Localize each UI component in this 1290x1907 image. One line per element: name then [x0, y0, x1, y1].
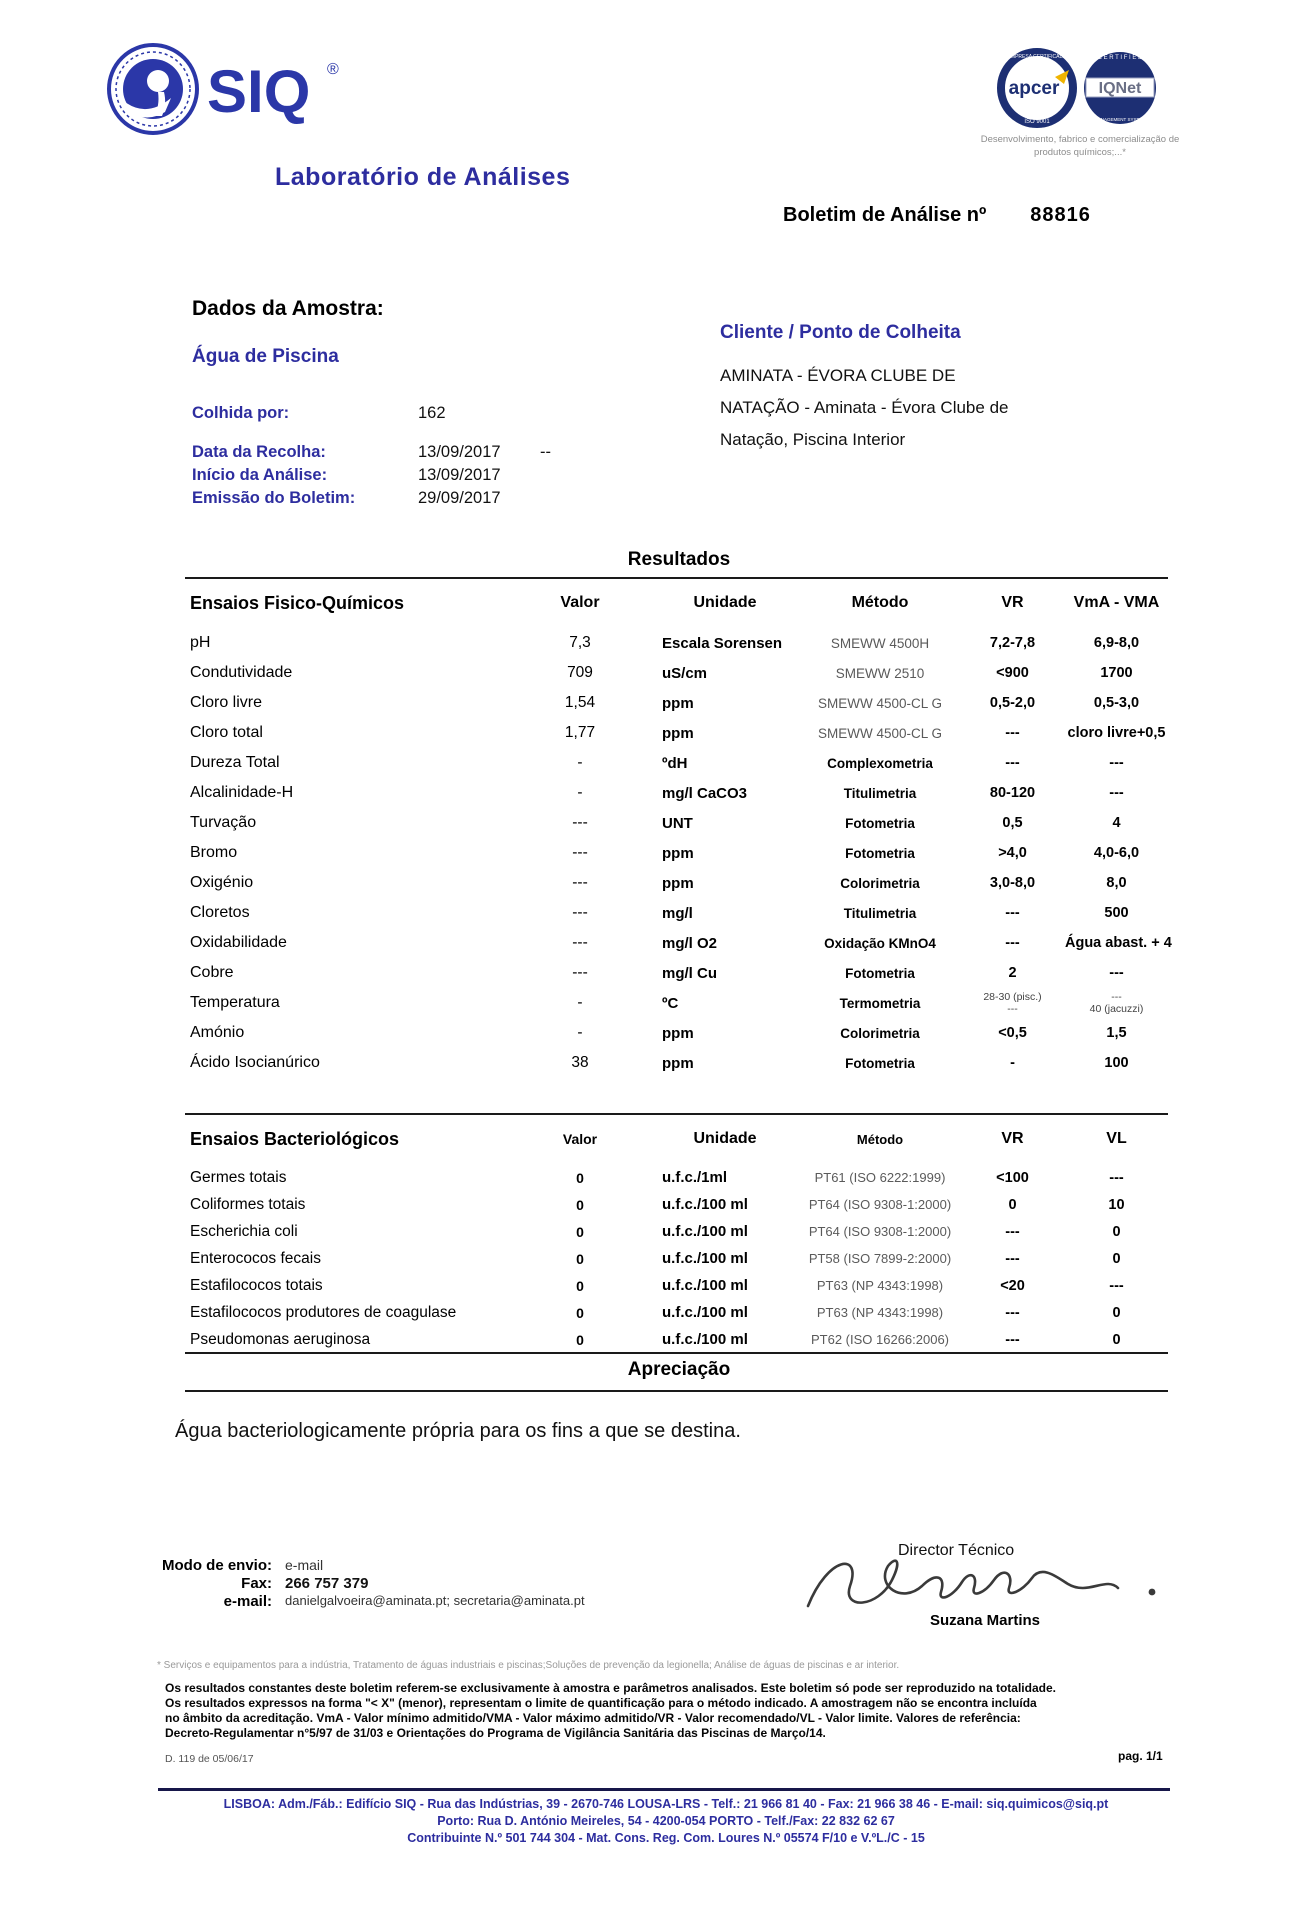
cell-vl: 0: [1112, 1250, 1121, 1267]
cell-vr: 28-30 (pisc.) ---: [983, 991, 1042, 1015]
table-header-row: [190, 586, 1168, 620]
cell-metodo: PT64 (ISO 9308-1:2000): [808, 1197, 952, 1212]
cell-vl: ---: [1109, 1277, 1124, 1294]
field-value: 13/09/2017: [418, 466, 501, 484]
sample-field-row: [192, 443, 752, 465]
cell-vl: ---: [1109, 1169, 1124, 1186]
cell-name: Enterococos fecais: [190, 1249, 321, 1267]
cell-metodo: Fotometria: [845, 815, 915, 831]
page-number: pag. 1/1: [1118, 1749, 1163, 1763]
cell-metodo: PT63 (NP 4343:1998): [816, 1305, 944, 1320]
cell-vma: --- 40 (jacuzzi): [1089, 991, 1144, 1015]
cell-valor: 0: [576, 1277, 584, 1294]
cell-name: Amónio: [190, 1024, 245, 1041]
field-label: Data da Recolha:: [192, 443, 326, 461]
cell-name: Oxidabilidade: [190, 934, 287, 951]
cell-name: Dureza Total: [190, 754, 280, 771]
cell-name: Cloro total: [190, 724, 263, 741]
cell-unidade: mg/l O2: [662, 934, 718, 952]
field-value: 162: [418, 404, 446, 422]
cell-name: Pseudomonas aeruginosa: [190, 1330, 371, 1348]
cell-unidade: mg/l: [662, 904, 693, 922]
cell-unidade: u.f.c./100 ml: [662, 1331, 748, 1348]
cell-valor: -: [577, 994, 583, 1011]
table-row: [190, 838, 1168, 868]
svg-text:EMPRESA CERTIFICADA: EMPRESA CERTIFICADA: [1007, 54, 1067, 60]
cell-vr: <900: [996, 665, 1029, 681]
cert-caption-line1: Desenvolvimento, fabrico e comercialização de: [980, 134, 1180, 145]
cert-caption-line2: produtos químicos;...*: [1034, 147, 1126, 158]
iqnet-badge-icon: [1080, 45, 1160, 131]
cell-name: Oxigénio: [190, 874, 254, 891]
cell-vr: 0,5-2,0: [989, 695, 1036, 711]
cert-caption: [955, 133, 1205, 159]
cell-unidade: ppm: [662, 844, 694, 862]
cell-metodo: PT62 (ISO 16266:2006): [810, 1332, 950, 1347]
column-header: Valor: [560, 594, 600, 611]
cell-unidade: mg/l CaCO3: [662, 784, 748, 802]
apcer-badge-icon: [997, 45, 1077, 131]
cell-metodo: PT61 (ISO 6222:1999): [814, 1170, 946, 1185]
cell-metodo: Colorimetria: [840, 875, 920, 891]
dispatch-value: 266 757 379: [285, 1575, 369, 1592]
results-title: Resultados: [627, 549, 731, 570]
footer-addresses: [160, 1796, 1172, 1847]
director-role: Director Técnico: [898, 1542, 1015, 1559]
svg-text:C E R T I F I E D: C E R T I F I E D: [1097, 55, 1143, 61]
table-row: [190, 718, 1168, 748]
field-extra: --: [540, 443, 551, 461]
cell-vma: cloro livre+0,5: [1067, 725, 1166, 741]
table-row: [190, 1218, 1168, 1245]
physchem-table: [190, 586, 1172, 1078]
cell-valor: 38: [571, 1054, 589, 1071]
cell-unidade: ºC: [662, 994, 679, 1012]
cell-unidade: ppm: [662, 694, 694, 712]
cell-vr: 0,5: [1002, 815, 1023, 831]
client-line: NATAÇÃO - Aminata - Évora Clube de: [720, 398, 1009, 417]
dispatch-label: Modo de envio:: [162, 1557, 272, 1574]
cell-metodo: SMEWW 4500-CL G: [817, 695, 943, 711]
table-row: [190, 1272, 1168, 1299]
cell-metodo: Complexometria: [827, 755, 933, 771]
cell-name: Condutividade: [190, 664, 293, 681]
cell-name: Coliformes totais: [190, 1195, 306, 1213]
cell-vma: 6,9-8,0: [1093, 635, 1140, 651]
cell-unidade: uS/cm: [662, 664, 708, 682]
cell-valor: ---: [572, 964, 588, 981]
cell-valor: 0: [576, 1169, 584, 1186]
cell-unidade: u.f.c./100 ml: [662, 1277, 748, 1294]
bulletin-number-line: [783, 204, 1091, 227]
cell-vr: 7,2-7,8: [989, 635, 1036, 651]
cell-unidade: ppm: [662, 1054, 694, 1072]
cell-metodo: SMEWW 4500H: [830, 635, 930, 651]
bulletin-label: Boletim de Análise nº: [783, 204, 987, 226]
cell-vr: ---: [1005, 1331, 1020, 1348]
cell-metodo: PT64 (ISO 9308-1:2000): [808, 1224, 952, 1239]
field-label: Início da Análise:: [192, 466, 328, 484]
cell-name: Cobre: [190, 964, 234, 981]
svg-text:MANAGEMENT SYSTEM: MANAGEMENT SYSTEM: [1094, 117, 1146, 122]
cell-vr: ---: [1005, 935, 1020, 951]
cell-vma: 8,0: [1106, 875, 1127, 891]
cell-valor: ---: [572, 874, 588, 891]
cell-unidade: ppm: [662, 874, 694, 892]
bulletin-number: 88816: [1030, 204, 1091, 226]
divider-line: [185, 1352, 1168, 1354]
legal-line: Os resultados expressos na forma "< X" (menor), representam o limite de quantificação para o método indicado. A amostragem não se encontra incluída: [165, 1696, 1037, 1710]
cell-metodo: PT63 (NP 4343:1998): [816, 1278, 944, 1293]
cell-metodo: Fotometria: [845, 845, 915, 861]
cell-valor: 1,77: [564, 724, 596, 741]
document-reference: D. 119 de 05/06/17: [165, 1753, 254, 1765]
iqnet-badge: [1080, 45, 1160, 136]
cell-vr: ---: [1005, 1304, 1020, 1321]
footer-separator: [158, 1788, 1170, 1791]
appraisal-text: Água bacteriologicamente própria para os fins a que se destina.: [175, 1420, 741, 1442]
director-name: Suzana Martins: [929, 1612, 1041, 1629]
cell-vr: -: [1010, 1055, 1015, 1071]
cell-vl: 0: [1112, 1223, 1121, 1240]
cell-vma: Água abast. + 4: [1065, 935, 1172, 951]
table-row: [190, 1164, 1168, 1191]
cell-vma: ---: [1109, 755, 1124, 771]
column-header: Ensaios Bacteriológicos: [190, 1128, 400, 1149]
apcer-badge: [997, 45, 1077, 136]
cell-unidade: u.f.c./100 ml: [662, 1196, 748, 1213]
cell-metodo: SMEWW 2510: [835, 665, 925, 681]
cell-valor: -: [577, 784, 583, 801]
cell-valor: 0: [576, 1223, 584, 1240]
column-header: VL: [1106, 1130, 1127, 1147]
column-header: Método: [851, 594, 909, 611]
footer-line: LISBOA: Adm./Fáb.: Edifício SIQ - Rua das Indústrias, 39 - 2670-746 LOUSA-LRS - Telf.: 21 966 81 40 - Fax: 21 966 38 46 - E-mail: siq.quimicos@siq.pt: [223, 1797, 1109, 1811]
cell-vr: 3,0-8,0: [989, 875, 1036, 891]
cell-unidade: UNT: [662, 814, 693, 832]
legal-line: Os resultados constantes deste boletim referem-se exclusivamente à amostra e parâmetros analisados. Este boletim só pode ser reproduzido na totalidade.: [165, 1681, 1056, 1695]
cell-unidade: u.f.c./1ml: [662, 1169, 728, 1186]
divider-line: [185, 577, 1168, 579]
siq-logo-icon: [95, 40, 360, 138]
cell-metodo: Titulimetria: [843, 905, 917, 921]
divider-line: [185, 1390, 1168, 1392]
field-label: Emissão do Boletim:: [192, 489, 356, 507]
cell-vr: 80-120: [989, 785, 1036, 801]
cell-vma: 500: [1104, 905, 1129, 921]
cell-vl: 0: [1112, 1331, 1121, 1348]
svg-text:apcer: apcer: [1008, 78, 1060, 99]
cell-unidade: ppm: [662, 724, 694, 742]
column-header: VR: [1001, 594, 1024, 611]
lab-title: Laboratório de Análises: [275, 163, 571, 191]
sample-section-title: Dados da Amostra:: [192, 297, 384, 320]
footer-line: Porto: Rua D. António Meireles, 54 - 4200-054 PORTO - Telf./Fax: 22 832 62 67: [437, 1814, 895, 1828]
cell-name: Cloretos: [190, 904, 250, 921]
appraisal-title: Apreciação: [627, 1359, 731, 1380]
dispatch-row: [100, 1593, 860, 1611]
cell-vr: 0: [1008, 1196, 1017, 1213]
cell-vma: 4: [1112, 815, 1121, 831]
cell-vr: ---: [1005, 1250, 1020, 1267]
field-value: 13/09/2017: [418, 443, 501, 461]
cell-vma: 1700: [1100, 665, 1133, 681]
table-row: [190, 898, 1168, 928]
table-row: [190, 1048, 1168, 1078]
column-header: Valor: [562, 1131, 598, 1147]
dispatch-value: danielgalvoeira@aminata.pt; secretaria@aminata.pt: [285, 1593, 585, 1608]
cell-valor: 0: [576, 1331, 584, 1348]
dispatch-label: Fax:: [241, 1575, 272, 1592]
column-header: VR: [1001, 1130, 1024, 1147]
svg-text:IQNet: IQNet: [1098, 80, 1142, 97]
cell-vr: <100: [996, 1169, 1029, 1186]
handwritten-signature-icon: [800, 1548, 1170, 1618]
cell-name: Ácido Isocianúrico: [190, 1054, 320, 1071]
legal-notes: [165, 1681, 1180, 1741]
field-value: 29/09/2017: [418, 489, 501, 507]
cell-unidade: u.f.c./100 ml: [662, 1223, 748, 1240]
cell-unidade: Escala Sorensen: [662, 634, 783, 652]
cell-vr: <20: [1000, 1277, 1025, 1294]
table-row: [190, 988, 1168, 1018]
cell-vma: 1,5: [1106, 1025, 1127, 1041]
sample-type: Água de Piscina: [192, 346, 339, 367]
cell-vma: 4,0-6,0: [1093, 845, 1140, 861]
cell-vl: 10: [1108, 1196, 1125, 1213]
cell-valor: 0: [576, 1304, 584, 1321]
cell-metodo: PT58 (ISO 7899-2:2000): [808, 1251, 952, 1266]
cell-valor: 709: [567, 664, 593, 681]
cell-unidade: u.f.c./100 ml: [662, 1304, 748, 1321]
footer-line: Contribuinte N.º 501 744 304 - Mat. Cons. Reg. Com. Loures N.º 05574 F/10 e V.ºL./C - 15: [407, 1831, 925, 1845]
client-line: Natação, Piscina Interior: [720, 430, 906, 449]
cell-vma: 100: [1104, 1055, 1129, 1071]
table-row: [190, 658, 1168, 688]
cell-valor: 0: [576, 1196, 584, 1213]
table-row: [190, 928, 1172, 958]
cell-name: Escherichia coli: [190, 1222, 298, 1240]
cell-name: Turvação: [190, 814, 257, 831]
column-header: Unidade: [693, 594, 757, 611]
cell-vr: <0,5: [998, 1025, 1027, 1041]
cell-valor: ---: [572, 934, 588, 951]
cell-metodo: Titulimetria: [843, 785, 917, 801]
column-header: Ensaios Fisico-Químicos: [190, 592, 405, 613]
cell-metodo: Fotometria: [845, 965, 915, 981]
cell-vr: ---: [1005, 905, 1020, 921]
column-header: VmA - VMA: [1073, 594, 1160, 611]
cell-valor: ---: [572, 844, 588, 861]
cell-name: Bromo: [190, 844, 238, 861]
cell-name: Estafilococos totais: [190, 1276, 323, 1294]
cell-name: Cloro livre: [190, 694, 263, 711]
table-row: [190, 748, 1168, 778]
dispatch-row: [100, 1557, 860, 1575]
sample-field-row: [192, 466, 752, 488]
cell-vma: ---: [1109, 785, 1124, 801]
cell-valor: 0: [576, 1250, 584, 1267]
column-header: Unidade: [693, 1130, 757, 1147]
client-address: [720, 360, 1140, 456]
cell-vr: 2: [1008, 965, 1017, 981]
table-row: [190, 778, 1168, 808]
table-row: [190, 1326, 1168, 1353]
cell-valor: ---: [572, 904, 588, 921]
cell-metodo: Termometria: [839, 995, 921, 1011]
table-row: [190, 688, 1168, 718]
dispatch-label: e-mail:: [223, 1593, 272, 1610]
client-line: AMINATA - ÉVORA CLUBE DE: [720, 366, 956, 385]
cell-unidade: u.f.c./100 ml: [662, 1250, 748, 1267]
cell-unidade: ºdH: [662, 754, 688, 772]
table-row: [190, 808, 1168, 838]
svg-text:ISO 9001: ISO 9001: [1024, 119, 1050, 125]
cell-name: Estafilococos produtores de coagulase: [190, 1303, 457, 1321]
column-header: Método: [856, 1131, 904, 1147]
cell-metodo: SMEWW 4500-CL G: [817, 725, 943, 741]
dispatch-row: [100, 1575, 860, 1593]
table-row: [190, 1245, 1168, 1272]
divider-line: [185, 1113, 1168, 1115]
services-footnote: * Serviços e equipamentos para a indústria, Tratamento de águas industriais e piscinas;Soluções de prevenção da legionella; Análise de águas de piscinas e ar interior.: [157, 1660, 900, 1671]
cell-name: pH: [190, 634, 211, 651]
table-row: [190, 628, 1168, 658]
cell-valor: -: [577, 1024, 583, 1041]
cell-unidade: ppm: [662, 1024, 694, 1042]
cell-vr: ---: [1005, 1223, 1020, 1240]
table-row: [190, 1299, 1168, 1326]
cell-vma: 0,5-3,0: [1093, 695, 1140, 711]
client-section-title: Cliente / Ponto de Colheita: [720, 322, 961, 343]
cell-valor: ---: [572, 814, 588, 831]
svg-text:®: ®: [327, 61, 339, 78]
field-label: Colhida por:: [192, 404, 290, 422]
cell-vl: 0: [1112, 1304, 1121, 1321]
cell-vr: ---: [1005, 755, 1020, 771]
cell-unidade: mg/l Cu: [662, 964, 717, 982]
cell-name: Alcalinidade-H: [190, 784, 294, 801]
legal-line: no âmbito da acreditação. VmA - Valor mínimo admitido/VMA - Valor máximo admitido/VR - Valor recomendado/VL - Valor limite. Valores de referência:: [165, 1711, 1021, 1725]
cell-valor: 7,3: [569, 634, 591, 651]
table-row: [190, 1018, 1168, 1048]
cell-metodo: Colorimetria: [840, 1025, 920, 1041]
cell-valor: 1,54: [564, 694, 596, 711]
legal-line: Decreto-Regulamentar n°5/97 de 31/03 e Orientações do Programa de Vigilância Sanitária das Piscinas de Março/14.: [165, 1726, 826, 1740]
svg-text:SIQ: SIQ: [207, 58, 311, 125]
bacteriological-table: [190, 1122, 1168, 1353]
table-row: [190, 958, 1168, 988]
cell-metodo: Oxidação KMnO4: [824, 935, 936, 951]
siq-logo: [95, 40, 360, 143]
cell-vr: ---: [1005, 725, 1020, 741]
table-row: [190, 868, 1168, 898]
sample-field-row: [192, 489, 752, 511]
cell-name: Temperatura: [190, 994, 280, 1011]
cell-vr: >4,0: [998, 845, 1027, 861]
cell-valor: -: [577, 754, 583, 771]
cell-metodo: Fotometria: [845, 1055, 915, 1071]
cell-name: Germes totais: [190, 1168, 287, 1186]
table-header-row: [190, 1122, 1168, 1156]
cell-vma: ---: [1109, 965, 1124, 981]
table-row: [190, 1191, 1168, 1218]
dispatch-value: e-mail: [285, 1557, 324, 1573]
sample-field-row: [192, 404, 752, 426]
